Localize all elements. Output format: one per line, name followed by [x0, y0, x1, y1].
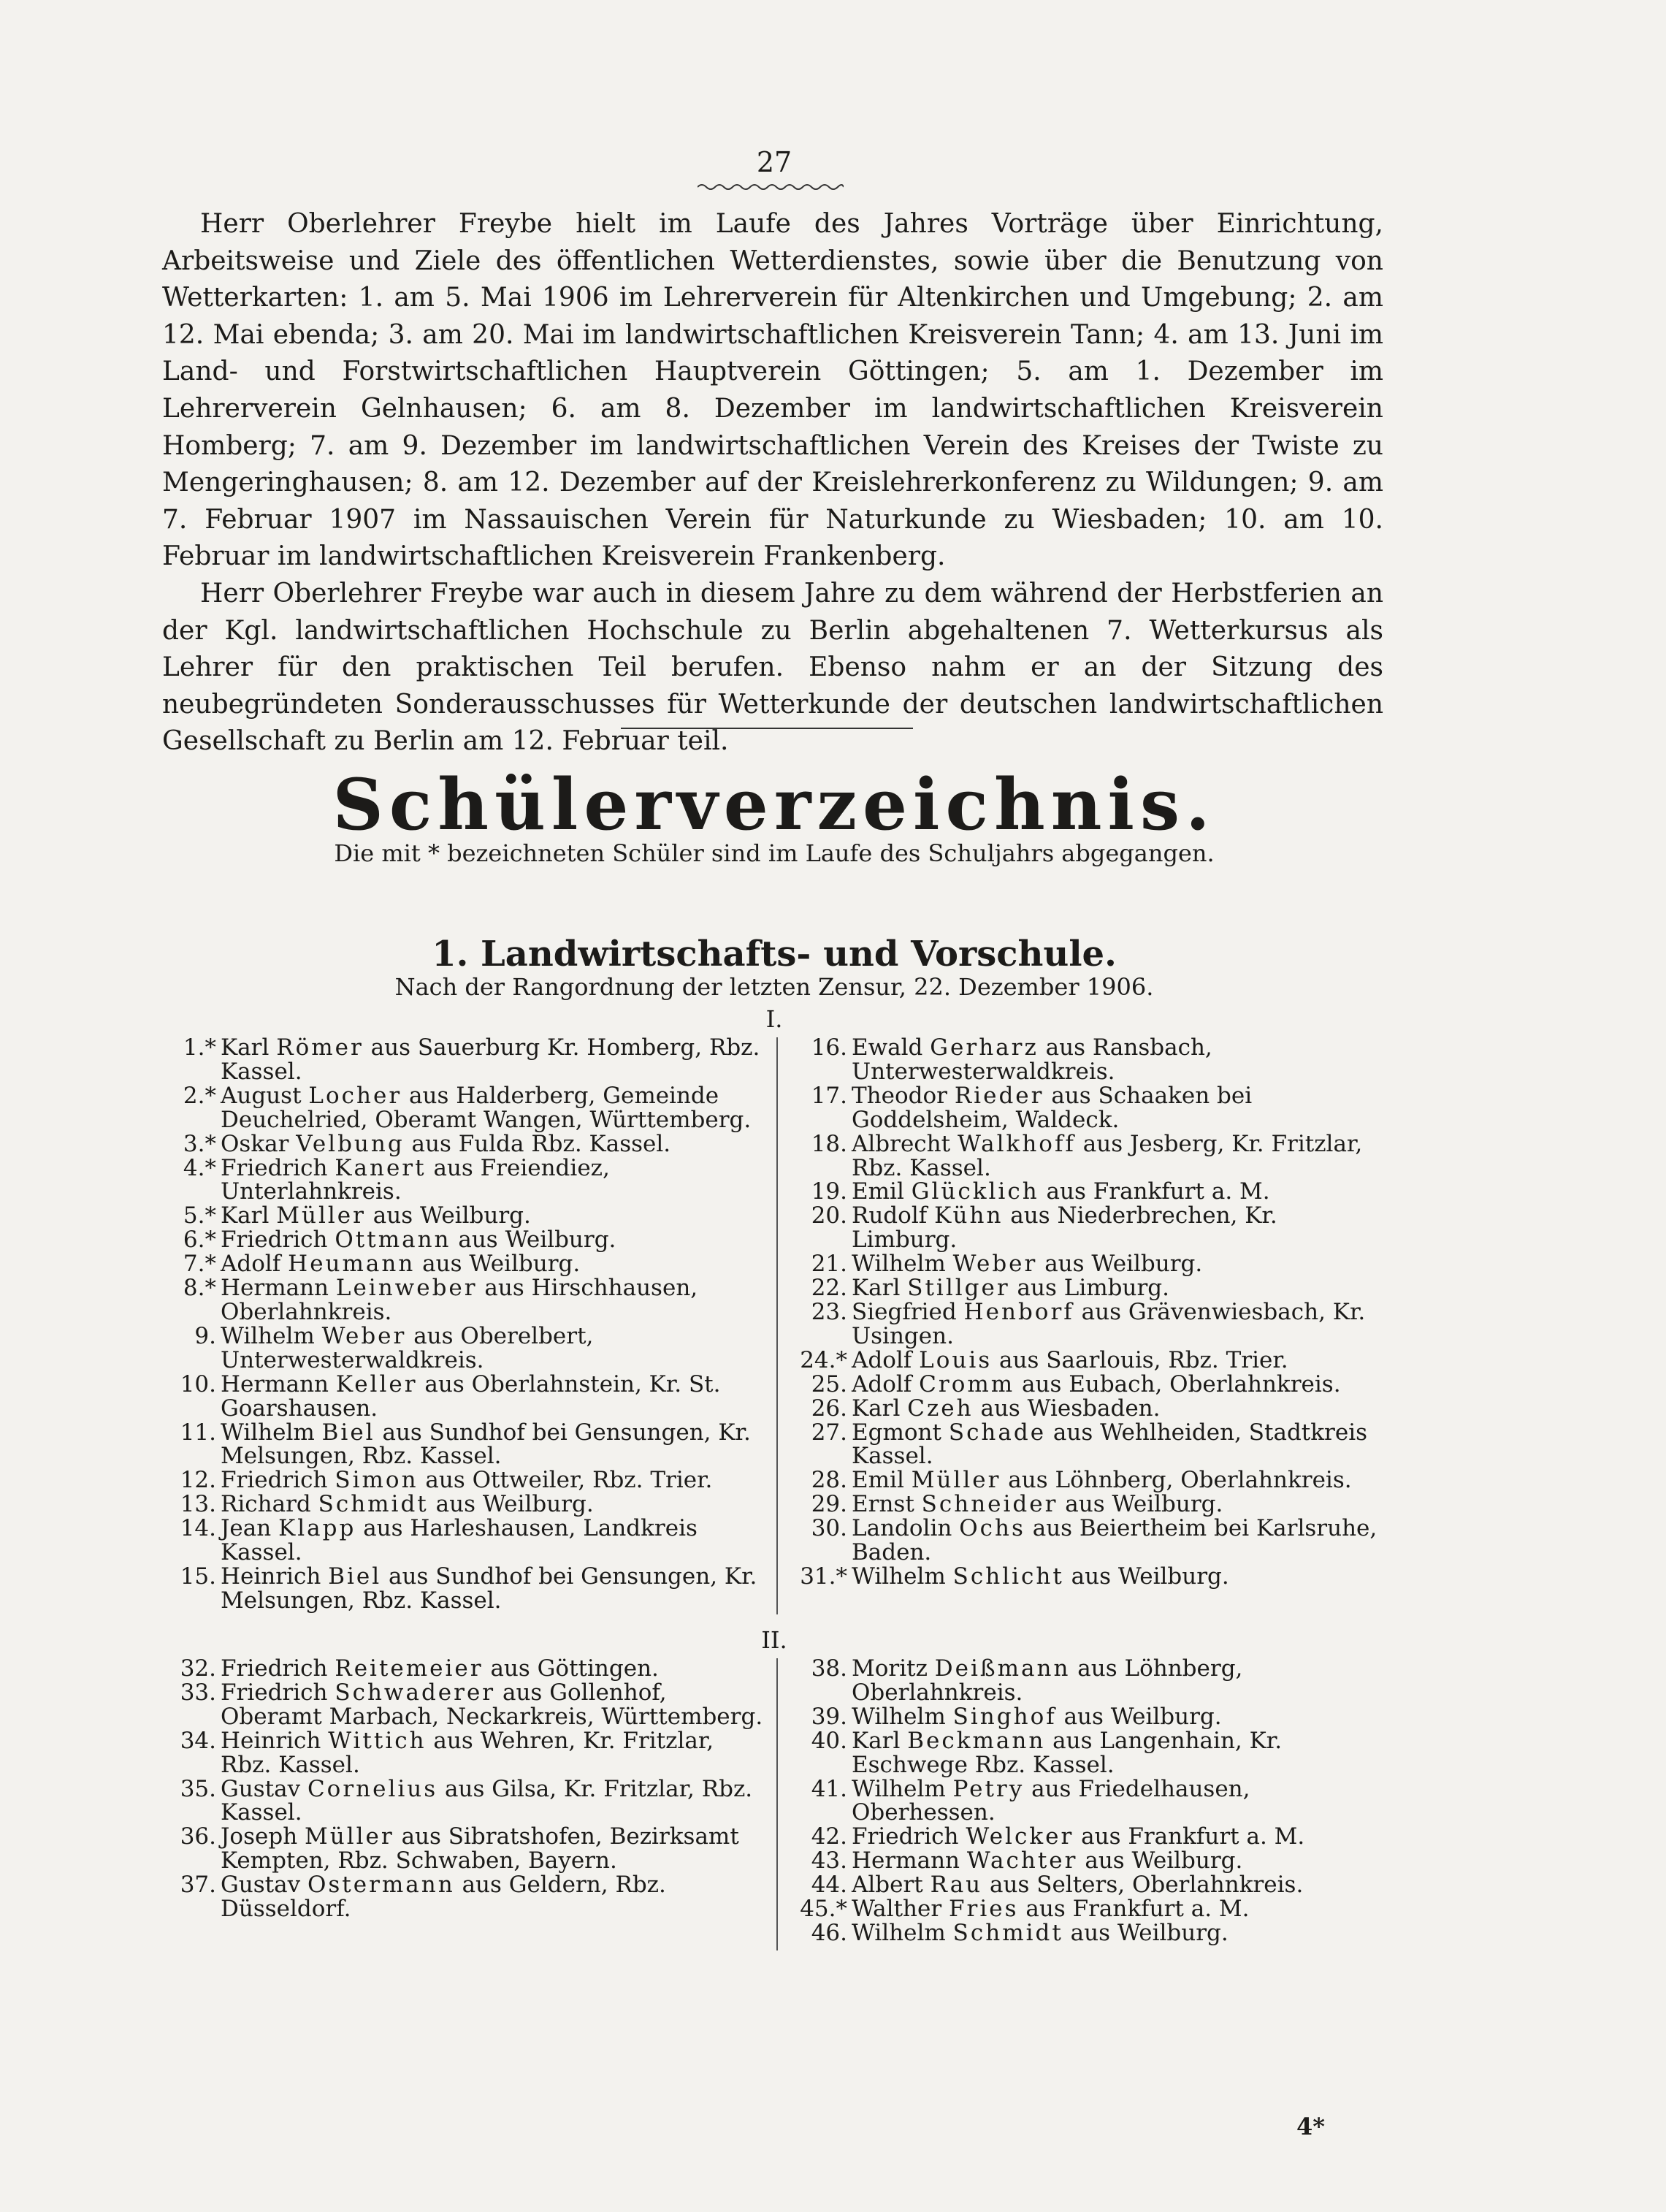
first-name: Wilhelm — [852, 1919, 946, 1946]
surname: Wittich — [328, 1727, 427, 1754]
entry-number: 10. — [180, 1370, 216, 1397]
student-list-left — [162, 1657, 770, 1921]
first-name: Theodor — [852, 1082, 947, 1109]
first-name: Albrecht — [852, 1130, 951, 1157]
entry-number: 26. — [811, 1395, 847, 1422]
student-entry — [793, 1705, 1386, 1729]
surname: Schmidt — [952, 1919, 1063, 1946]
student-entry — [793, 1252, 1386, 1276]
surname: Petry — [952, 1775, 1025, 1802]
surname: Ostermann — [307, 1872, 455, 1899]
origin: aus Weilburg. — [451, 1227, 616, 1254]
student-entry — [793, 1897, 1386, 1921]
student-entry — [793, 1873, 1386, 1897]
section-divider — [621, 728, 913, 729]
student-entry — [162, 1873, 770, 1921]
student-entry — [162, 1825, 770, 1873]
surname: Deißmann — [934, 1655, 1071, 1682]
origin: aus Limburg. — [1009, 1275, 1169, 1302]
entry-number: 22. — [811, 1275, 847, 1302]
surname: Weber — [321, 1322, 407, 1349]
first-name: Hermann — [221, 1275, 329, 1302]
surname: Schmidt — [318, 1491, 429, 1518]
first-name: Wilhelm — [852, 1703, 946, 1730]
first-name: Walther — [852, 1896, 942, 1923]
origin: aus Weilburg. — [365, 1202, 531, 1229]
student-entry — [162, 1729, 770, 1777]
first-name: Hermann — [852, 1847, 960, 1875]
first-name: Karl — [221, 1034, 270, 1061]
entry-number: 25. — [811, 1370, 847, 1397]
first-name: Hermann — [221, 1370, 329, 1397]
first-name: Wilhelm — [221, 1322, 315, 1349]
first-name: Richard — [221, 1491, 311, 1518]
surname: Locher — [308, 1082, 402, 1109]
student-entry — [793, 1370, 1386, 1397]
entry-number: 42. — [811, 1823, 847, 1850]
surname: Singhof — [952, 1703, 1057, 1730]
first-name: Friedrich — [221, 1655, 328, 1682]
first-name: Joseph — [221, 1823, 298, 1850]
surname: Müller — [305, 1823, 394, 1850]
first-name: Adolf — [852, 1370, 912, 1397]
origin: aus Ottweiler, Rbz. Trier. — [418, 1467, 713, 1494]
student-entry — [793, 1421, 1386, 1469]
origin: aus Frankfurt a. M. — [1074, 1823, 1305, 1850]
surname: Ottmann — [335, 1227, 451, 1254]
first-name: Friedrich — [221, 1227, 328, 1254]
entry-number: 5.* — [183, 1202, 216, 1229]
entry-number: 24.* — [800, 1346, 847, 1373]
origin: aus Sibratshofen, Bezirksamt Kempten, Rbz. Schwaben, Bayern. — [221, 1823, 739, 1875]
entry-number: 4.* — [183, 1154, 216, 1181]
surname: Schwaderer — [335, 1679, 496, 1706]
first-name: Karl — [852, 1275, 901, 1302]
origin: aus Oberlahnstein, Kr. St. Goarshausen. — [221, 1370, 721, 1422]
origin: aus Selters, Oberlahnkreis. — [982, 1872, 1304, 1899]
surname: Henborf — [963, 1298, 1074, 1325]
student-entry — [793, 1397, 1386, 1421]
first-name: Wilhelm — [852, 1251, 946, 1278]
student-entry — [162, 1492, 770, 1517]
entry-number: 27. — [811, 1419, 847, 1446]
surname: Keller — [335, 1370, 418, 1397]
origin: aus Gollenhof, Oberamt Marbach, Neckarkreis, Württemberg. — [221, 1679, 763, 1730]
origin: aus Niederbrechen, Kr. Limburg. — [852, 1202, 1277, 1254]
first-name: Heinrich — [221, 1727, 321, 1754]
first-name: Karl — [221, 1202, 270, 1229]
first-name: Albert — [852, 1872, 923, 1899]
page-number: 27 — [756, 146, 792, 178]
first-name: Landolin — [852, 1515, 952, 1542]
student-entry — [793, 1825, 1386, 1849]
student-entry — [793, 1346, 1386, 1373]
surname: Cromm — [919, 1370, 1015, 1397]
origin: aus Fulda Rbz. Kassel. — [404, 1130, 671, 1157]
student-entry — [162, 1036, 770, 1084]
entry-number: 31.* — [800, 1563, 847, 1590]
intro-paragraph: Herr Oberlehrer Freybe war auch in diesem Jahre zu dem während der Herbstferien an der Kgl. landwirtschaftlichen Hochschule zu Berlin abgehaltenen 7. Wetterkursus als Lehrer für den praktischen Teil berufen. Ebenso nahm er an der Sitzung des neubegründeten Sonderausschusses für Wetterkunde der deutschen landwirtschaftlichen Gesellschaft zu Berlin am 12. Februar teil. — [162, 578, 1383, 757]
origin: aus Schaaken bei Goddelsheim, Waldeck. — [852, 1082, 1253, 1133]
first-name: August — [221, 1082, 302, 1109]
origin: aus Saarlouis, Rbz. Trier. — [992, 1346, 1288, 1373]
student-list-right — [793, 1657, 1386, 1945]
surname: Reitemeier — [335, 1655, 484, 1682]
origin: aus Wehlheiden, Stadtkreis Kassel. — [852, 1419, 1368, 1470]
entry-number: 40. — [811, 1727, 847, 1754]
origin: aus Sundhof bei Gensungen, Kr. Melsungen, Rbz. Kassel. — [221, 1563, 757, 1614]
first-name: Karl — [852, 1395, 901, 1422]
surname: Rieder — [954, 1082, 1044, 1109]
origin: aus Löhnberg, Oberlahnkreis. — [852, 1655, 1243, 1706]
surname: Römer — [276, 1034, 364, 1061]
origin: aus Ransbach, Unterwesterwaldkreis. — [852, 1034, 1212, 1085]
origin: aus Oberelbert, Unterwesterwaldkreis. — [221, 1322, 594, 1373]
surname: Czeh — [907, 1395, 974, 1422]
entry-number: 23. — [811, 1298, 847, 1325]
entry-number: 28. — [811, 1467, 847, 1494]
surname: Gerharz — [930, 1034, 1039, 1061]
surname: Müller — [276, 1202, 366, 1229]
first-name: Gustav — [221, 1775, 301, 1802]
origin: aus Langenhain, Kr. Eschwege Rbz. Kassel. — [852, 1727, 1283, 1778]
entry-number: 8.* — [183, 1275, 216, 1302]
student-entry — [793, 1729, 1386, 1777]
origin: aus Frankfurt a. M. — [1039, 1178, 1270, 1205]
first-name: Rudolf — [852, 1202, 928, 1229]
entry-number: 6.* — [183, 1227, 216, 1254]
surname: Schade — [948, 1419, 1047, 1446]
origin: aus Beiertheim bei Karlsruhe, Baden. — [852, 1515, 1377, 1566]
entry-number: 11. — [180, 1419, 216, 1446]
entry-number: 29. — [811, 1491, 847, 1518]
first-name: Friedrich — [221, 1154, 328, 1181]
student-entry — [793, 1492, 1386, 1517]
student-entry — [162, 1370, 770, 1422]
surname: Klapp — [278, 1515, 356, 1542]
origin: aus Jesberg, Kr. Fritzlar, Rbz. Kassel. — [852, 1130, 1363, 1181]
origin: aus Geldern, Rbz. Düsseldorf. — [221, 1872, 666, 1923]
first-name: Ewald — [852, 1034, 923, 1061]
surname: Wachter — [966, 1847, 1078, 1875]
student-entry — [793, 1777, 1386, 1826]
surname: Biel — [321, 1419, 375, 1446]
surname: Beckmann — [907, 1727, 1046, 1754]
entry-number: 34. — [180, 1727, 216, 1754]
surname: Simon — [335, 1467, 419, 1494]
student-entry — [793, 1036, 1386, 1084]
group-label: II. — [761, 1626, 787, 1654]
entry-number: 21. — [811, 1251, 847, 1278]
student-entry — [793, 1921, 1386, 1945]
origin: aus Weilburg. — [1077, 1847, 1243, 1875]
entry-number: 14. — [180, 1515, 216, 1542]
origin: aus Weilburg. — [1037, 1251, 1203, 1278]
origin: aus Weilburg. — [1058, 1491, 1223, 1518]
surname: Rau — [930, 1872, 983, 1899]
student-entry — [162, 1565, 770, 1613]
origin: aus Weilburg. — [428, 1491, 594, 1518]
entry-number: 45.* — [800, 1896, 847, 1923]
group-label: I. — [765, 1005, 783, 1033]
student-entry — [793, 1657, 1386, 1705]
student-entry — [793, 1132, 1386, 1181]
origin: aus Eubach, Oberlahnkreis. — [1014, 1370, 1341, 1397]
surname: Schneider — [921, 1491, 1058, 1518]
student-entry — [793, 1517, 1386, 1565]
student-list-left — [162, 1036, 770, 1613]
entry-number: 2.* — [183, 1082, 216, 1109]
first-name: Jean — [221, 1515, 272, 1542]
origin: aus Frankfurt a. M. — [1018, 1896, 1250, 1923]
first-name: Gustav — [221, 1872, 301, 1899]
origin: aus Gilsa, Kr. Fritzlar, Rbz. Kassel. — [221, 1775, 753, 1826]
entry-number: 7.* — [183, 1251, 216, 1278]
first-name: Friedrich — [221, 1679, 328, 1706]
student-entry — [162, 1228, 770, 1252]
wave-ornament — [698, 181, 844, 193]
origin: aus Göttingen. — [483, 1655, 659, 1682]
entry-number: 30. — [811, 1515, 847, 1542]
origin: aus Löhnberg, Oberlahnkreis. — [1001, 1467, 1352, 1494]
first-name: Adolf — [852, 1346, 912, 1373]
section-title: 1. Landwirtschafts- und Vorschule. — [432, 934, 1117, 975]
student-entry — [793, 1204, 1386, 1252]
surname: Biel — [328, 1563, 382, 1590]
entry-number: 20. — [811, 1202, 847, 1229]
origin: aus Wehren, Kr. Fritzlar, Rbz. Kassel. — [221, 1727, 714, 1778]
student-entry — [162, 1777, 770, 1826]
entry-number: 41. — [811, 1775, 847, 1802]
origin: aus Hirschhausen, Oberlahnkreis. — [221, 1275, 698, 1325]
student-entry — [793, 1180, 1386, 1204]
entry-number: 13. — [180, 1491, 216, 1518]
student-entry — [162, 1252, 770, 1276]
surname: Welcker — [966, 1823, 1074, 1850]
entry-number: 39. — [811, 1703, 847, 1730]
first-name: Friedrich — [852, 1823, 959, 1850]
first-name: Friedrich — [221, 1467, 328, 1494]
origin: aus Weilburg. — [415, 1251, 581, 1278]
student-entry — [793, 1276, 1386, 1300]
first-name: Wilhelm — [221, 1419, 315, 1446]
entry-number: 12. — [180, 1467, 216, 1494]
entry-number: 16. — [811, 1034, 847, 1061]
origin: aus Weilburg. — [1056, 1703, 1222, 1730]
first-name: Oskar — [221, 1130, 289, 1157]
entry-number: 46. — [811, 1919, 847, 1946]
surname: Ochs — [959, 1515, 1025, 1542]
entry-number: 18. — [811, 1130, 847, 1157]
entry-number: 17. — [811, 1082, 847, 1109]
column-rule — [776, 1658, 778, 1950]
entry-number: 43. — [811, 1847, 847, 1875]
first-name: Wilhelm — [852, 1563, 946, 1590]
student-entry — [793, 1084, 1386, 1132]
student-entry — [162, 1204, 770, 1228]
student-entry — [793, 1468, 1386, 1492]
surname: Walkhoff — [957, 1130, 1076, 1157]
origin: aus Freiendiez, Unterlahnkreis. — [221, 1154, 610, 1205]
first-name: Emil — [852, 1178, 904, 1205]
student-list-right — [793, 1036, 1386, 1589]
surname: Kanert — [335, 1154, 427, 1181]
student-entry — [793, 1565, 1386, 1589]
student-entry — [162, 1132, 770, 1156]
surname: Cornelius — [307, 1775, 438, 1802]
origin: aus Sauerburg Kr. Homberg, Rbz. Kassel. — [221, 1034, 760, 1085]
first-name: Emil — [852, 1467, 904, 1494]
first-name: Karl — [852, 1727, 901, 1754]
entry-number: 44. — [811, 1872, 847, 1899]
entry-number: 15. — [180, 1563, 216, 1590]
student-entry — [793, 1300, 1386, 1349]
surname: Heumann — [288, 1251, 416, 1278]
entry-number: 3.* — [183, 1130, 216, 1157]
first-name: Siegfried — [852, 1298, 957, 1325]
surname: Glücklich — [911, 1178, 1039, 1205]
student-entry — [162, 1517, 770, 1565]
entry-number: 38. — [811, 1655, 847, 1682]
signature-mark: 4* — [1296, 2113, 1325, 2140]
student-entry — [162, 1468, 770, 1492]
first-name: Egmont — [852, 1419, 941, 1446]
student-entry — [162, 1421, 770, 1469]
entry-number: 35. — [180, 1775, 216, 1802]
entry-number: 32. — [180, 1655, 216, 1682]
student-entry — [162, 1084, 770, 1132]
student-entry — [162, 1156, 770, 1205]
student-entry — [793, 1849, 1386, 1873]
entry-number: 9. — [194, 1322, 216, 1349]
surname: Kühn — [934, 1202, 1004, 1229]
surname: Velbung — [296, 1130, 405, 1157]
origin: aus Sundhof bei Gensungen, Kr. Melsungen, Rbz. Kassel. — [221, 1419, 751, 1470]
surname: Weber — [952, 1251, 1038, 1278]
student-entry — [162, 1657, 770, 1681]
first-name: Adolf — [221, 1251, 281, 1278]
page-title: Schülerverzeichnis. — [332, 763, 1216, 846]
entry-number: 37. — [180, 1872, 216, 1899]
legend-note: Die mit * bezeichneten Schüler sind im Laufe des Schuljahrs abgegangen. — [334, 839, 1215, 867]
entry-number: 33. — [180, 1679, 216, 1706]
intro-text — [162, 206, 1383, 760]
origin: aus Halderberg, Gemeinde Deuchelried, Oberamt Wangen, Württemberg. — [221, 1082, 752, 1133]
origin: aus Weilburg. — [1063, 1563, 1229, 1590]
entry-number: 1.* — [183, 1034, 216, 1061]
intro-paragraph: Herr Oberlehrer Freybe hielt im Laufe des Jahres Vorträge über Einrichtung, Arbeitsweise und Ziele des öffentlichen Wetterdienstes, sowie über die Benutzung von Wetterkarten: 1. am 5. Mai 1906 im Lehrerverein für Altenkirchen und Umgebung; 2. am 12. Mai ebenda; 3. am 20. Mai im landwirtschaftlichen Kreisverein Tann; 4. am 13. Juni im Land- und Forstwirtschaftlichen Hauptverein Göttingen; 5. am 1. Dezember im Lehrerverein Gelnhausen; 6. am 8. Dezember im landwirtschaftlichen Kreisverein Homberg; 7. am 9. Dezember im landwirtschaftlichen Verein des Kreises der Twiste zu Mengeringhausen; 8. am 12. Dezember auf der Kreislehrerkonferenz zu Wildungen; 9. am 7. Februar 1907 im Nassauischen Verein für Naturkunde zu Wiesbaden; 10. am 10. Februar im landwirtschaftlichen Kreisverein Frankenberg. — [162, 209, 1383, 572]
surname: Schlicht — [952, 1563, 1064, 1590]
origin: aus Weilburg. — [1063, 1919, 1229, 1946]
ranking-note: Nach der Rangordnung der letzten Zensur, 22. Dezember 1906. — [394, 973, 1154, 1001]
first-name: Moritz — [852, 1655, 928, 1682]
first-name: Wilhelm — [852, 1775, 946, 1802]
surname: Stillger — [907, 1275, 1010, 1302]
surname: Fries — [949, 1896, 1019, 1923]
student-entry — [162, 1324, 770, 1373]
origin: aus Harleshausen, Landkreis Kassel. — [221, 1515, 698, 1566]
surname: Louis — [919, 1346, 993, 1373]
origin: aus Grävenwiesbach, Kr. Usingen. — [852, 1298, 1366, 1349]
origin: aus Friedelhausen, Oberhessen. — [852, 1775, 1250, 1826]
student-entry — [162, 1276, 770, 1324]
student-entry — [162, 1681, 770, 1729]
entry-number: 19. — [811, 1178, 847, 1205]
surname: Müller — [911, 1467, 1001, 1494]
column-rule — [776, 1037, 778, 1614]
surname: Leinweber — [335, 1275, 478, 1302]
first-name: Heinrich — [221, 1563, 321, 1590]
first-name: Ernst — [852, 1491, 914, 1518]
entry-number: 36. — [180, 1823, 216, 1850]
origin: aus Wiesbaden. — [973, 1395, 1161, 1422]
